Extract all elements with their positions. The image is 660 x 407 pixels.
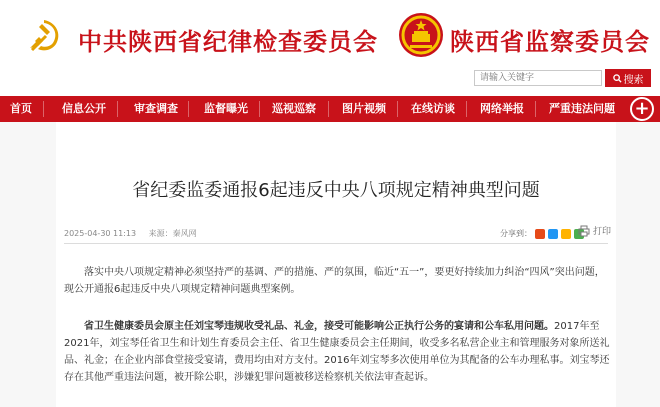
article-title: 省纪委监委通报6起违反中央八项规定精神典型问题 — [132, 180, 540, 201]
site-title-commission: 中共陕西省纪律检查委员会 — [78, 28, 378, 56]
print-button[interactable] — [578, 224, 611, 237]
nav-divider — [328, 101, 329, 117]
nav-more-plus-icon[interactable]: + — [630, 97, 654, 121]
nav-divider — [188, 101, 189, 117]
search-button[interactable] — [605, 69, 651, 87]
nav-item-home[interactable]: 首页 — [10, 102, 32, 115]
nav-item-inspection[interactable]: 巡视巡察 — [272, 102, 316, 115]
search-icon — [613, 74, 622, 83]
nav-divider — [259, 101, 260, 117]
nav-item-info[interactable]: 信息公开 — [62, 102, 106, 115]
site-title-supervision: 陕西省监察委员会 — [450, 28, 650, 56]
intro-text: 落实中央八项规定精神必须坚持严的基调、严的措施、严的氛围，临近“五一”，要更好持续加力纠治“四风”突出问题，现公开通报6起违反中央八项规定精神问题典型案例。 — [64, 267, 605, 295]
share-bar — [500, 228, 584, 239]
nav-divider — [117, 101, 118, 117]
search-input[interactable] — [474, 70, 602, 86]
nav-divider — [43, 101, 44, 117]
nav-item-interview[interactable]: 在线访谈 — [411, 102, 455, 115]
article-date: 2025-04-30 11:13 — [64, 229, 137, 238]
share-weibo-icon[interactable] — [535, 229, 545, 239]
share-qq-icon[interactable] — [561, 229, 571, 239]
article-meta — [64, 228, 207, 239]
site-header — [0, 0, 660, 92]
case1-heading: 省卫生健康委员会原主任刘宝琴违规收受礼品、礼金，接受可能影响公正执行公务的宴请和公车私用问题。 — [84, 321, 554, 332]
article-source: 来源：秦风网 — [148, 229, 197, 238]
article-paragraph-case1 — [64, 318, 612, 386]
nav-item-violations[interactable]: 严重违法问题 — [549, 102, 615, 115]
nav-divider — [466, 101, 467, 117]
search-button-label: 搜索 — [623, 74, 644, 86]
article-paragraph-intro — [64, 264, 612, 298]
case1-text: 2017年至2021年，刘宝琴任省卫生和计划生育委员会主任、省卫生健康委员会主任期间，收受多名私营企业主和管理服务对象所送礼品、礼金；在企业内部食堂接受宴请，费用均由对方支付。2016年刘宝琴多次使用单位为其配备的公车办理私事。刘宝琴还存在其他严重违法问题，被开除公职，涉嫌犯罪问题被移送检察机关依法审查起诉。 — [64, 321, 610, 383]
share-label: 分享到： — [500, 229, 532, 238]
nav-item-exposure[interactable]: 监督曝光 — [204, 102, 248, 115]
main-nav — [0, 96, 660, 122]
printer-icon — [578, 225, 590, 237]
share-qzone-icon[interactable] — [548, 229, 558, 239]
party-emblem-icon — [22, 14, 66, 58]
print-label: 打印 — [593, 227, 612, 237]
nav-divider — [397, 101, 398, 117]
nav-divider — [535, 101, 536, 117]
nav-item-investigation[interactable]: 审查调查 — [134, 102, 178, 115]
nav-item-report[interactable]: 网络举报 — [480, 102, 524, 115]
meta-divider — [64, 243, 608, 244]
nav-item-media[interactable]: 图片视频 — [342, 102, 386, 115]
national-emblem-icon — [398, 12, 444, 58]
